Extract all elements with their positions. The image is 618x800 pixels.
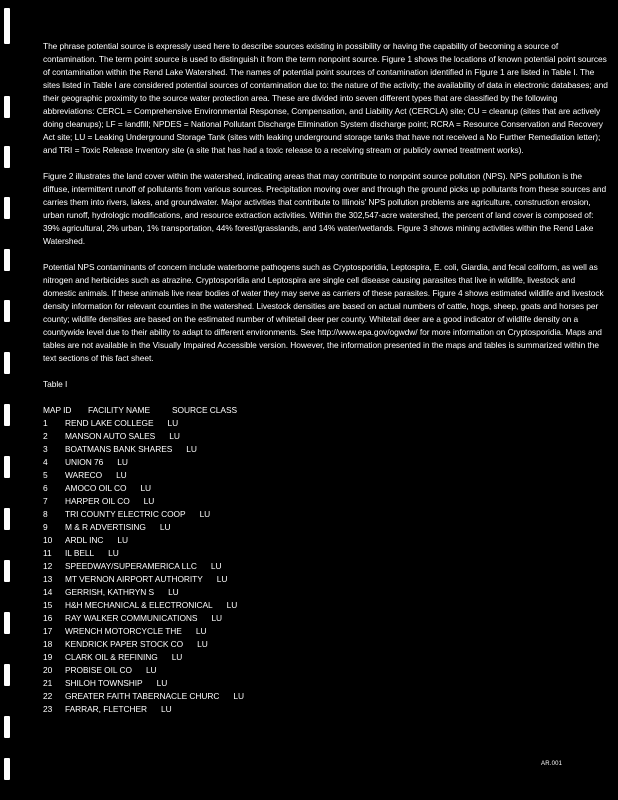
map-id-cell: 10: [43, 535, 53, 545]
punch-hole-mark: [4, 612, 10, 634]
table-row: [43, 703, 609, 716]
source-class-cell: LU: [226, 600, 238, 610]
punch-hole-mark: [4, 197, 10, 219]
source-class-cell: LU: [169, 431, 180, 441]
map-id-cell: 12: [43, 561, 53, 571]
punch-hole-mark: [4, 716, 10, 738]
source-class-cell: LU: [199, 509, 211, 519]
table-row: [43, 573, 609, 586]
map-id-cell: 9: [43, 522, 48, 532]
table-rows: [43, 417, 609, 716]
table-title: Table I: [43, 379, 68, 389]
facility-name-cell: MANSON AUTO SALES: [65, 431, 156, 441]
facility-name-cell: KENDRICK PAPER STOCK CO: [65, 639, 184, 649]
facility-name-cell: AMOCO OIL CO: [65, 483, 127, 493]
punch-hole-mark: [4, 404, 10, 426]
table-row: [43, 495, 609, 508]
source-class-cell: LU: [197, 639, 208, 649]
punch-hole-mark: [4, 96, 10, 118]
header-map-id: MAP ID: [43, 405, 72, 415]
table-row: [43, 469, 609, 482]
paragraph-land-cover: Figure 2 illustrates the land cover within the watershed, indicating areas that may contribute to nonpoint source pollution (NPS). NPS pollution is the diffuse, intermittent runoff of pollutants from various sources. Precipitation moving over and through the ground picks up pollutants from these sources and carries them into rivers, lakes, and groundwater. Major activities that contribute to Illinois' NPS pollution problems are agriculture, construction erosion, urban runoff, hydrologic modifications, and resource extraction activities. Within the 302,547-acre watershed, the percent of land cover is composed of: 39% agricultural, 2% urban, 1% transportation, 44% forest/grasslands, and 14% water/wetlands. Figure 3 shows mining activities within the Rend Lake Watershed.: [43, 171, 607, 246]
facility-name-cell: SPEEDWAY/SUPERAMERICA LLC: [65, 561, 197, 571]
source-class-cell: LU: [143, 496, 155, 506]
source-class-cell: LU: [168, 587, 179, 597]
table-row: [43, 586, 609, 599]
facility-table: [43, 404, 609, 716]
punch-hole-mark: [4, 249, 10, 271]
map-id-cell: 1: [43, 418, 48, 428]
facility-name-cell: IL BELL: [65, 548, 95, 558]
document-body: [43, 40, 609, 716]
map-id-cell: 23: [43, 704, 53, 714]
source-class-cell: LU: [210, 561, 222, 571]
source-class-cell: LU: [116, 470, 127, 480]
facility-name-cell: GREATER FAITH TABERNACLE CHURC: [65, 691, 220, 701]
facility-name-cell: GERRISH, KATHRYN S: [65, 587, 155, 597]
source-class-cell: LU: [117, 457, 128, 467]
map-id-cell: 4: [43, 457, 48, 467]
facility-name-cell: SHILOH TOWNSHIP: [65, 678, 143, 688]
map-id-cell: 21: [43, 678, 53, 688]
source-class-cell: LU: [186, 444, 197, 454]
table-row: [43, 690, 609, 703]
map-id-cell: 20: [43, 665, 53, 675]
facility-name-cell: WARECO: [65, 470, 103, 480]
facility-name-cell: REND LAKE COLLEGE: [65, 418, 154, 428]
table-row: [43, 599, 609, 612]
facility-name-cell: FARRAR, FLETCHER: [65, 704, 148, 714]
source-class-cell: LU: [140, 483, 152, 493]
facility-name-cell: MT VERNON AIRPORT AUTHORITY: [65, 574, 203, 584]
punch-hole-mark: [4, 508, 10, 530]
facility-name-cell: HARPER OIL CO: [65, 496, 130, 506]
table-row: [43, 560, 609, 573]
map-id-cell: 8: [43, 509, 48, 519]
facility-name-cell: ARDL INC: [65, 535, 104, 545]
map-id-cell: 19: [43, 652, 53, 662]
source-class-cell: LU: [195, 626, 207, 636]
paragraph-point-sources: The phrase potential source is expressly used here to describe sources existing in possibility or having the capability of becoming a source of contamination. The term point source is used to distinguish it from the term nonpoint source. Figure 1 shows the locations of known potential point sources of contamination within the Rend Lake Watershed. The names of potential point sources of contamination identified in Figure 1 are listed in Table I. The sites listed in Table I are considered potential sources of contamination due to: the nature of the activity; the availability of data in electronic databases; and their geographic proximity to the source water protection area. These are divided into seven different types that are classified by the following abbreviations: CERCL = Comprehensive Environmental Response, Compensation, and Liability Act (CERCLA) site; CU = cleanup (sites that are actively doing cleanups); LF = landfill; NPDES = National Pollutant Discharge Elimination System discharge point; RCRA = Resource Conservation and Recovery Act site; LU = Leaking Underground Storage Tank (sites with leaking underground storage tanks that have not received a No Further Remediation letter); and TRI = Toxic Release Inventory site (a site that has had a toxic release to a receiving stream or publicly owned treatment works).: [43, 41, 608, 155]
map-id-cell: 14: [43, 587, 53, 597]
source-class-cell: LU: [211, 613, 223, 623]
table-row: [43, 521, 609, 534]
header-source-class: SOURCE CLASS: [172, 405, 238, 415]
map-id-cell: 5: [43, 470, 48, 480]
facility-name-cell: TRI COUNTY ELECTRIC COOP: [65, 509, 186, 519]
table-row: [43, 612, 609, 625]
header-facility-name: FACILITY NAME: [88, 405, 151, 415]
punch-hole-mark: [4, 456, 10, 478]
punch-hole-mark: [4, 146, 10, 168]
punch-hole-mark: [4, 352, 10, 374]
source-class-cell: LU: [159, 522, 171, 532]
table-row: [43, 482, 609, 495]
facility-name-cell: M & R ADVERTISING: [65, 522, 146, 532]
source-class-cell: LU: [117, 535, 128, 545]
map-id-cell: 18: [43, 639, 53, 649]
map-id-cell: 6: [43, 483, 48, 493]
punch-hole-mark: [4, 560, 10, 582]
map-id-cell: 22: [43, 691, 53, 701]
facility-name-cell: WRENCH MOTORCYCLE THE: [65, 626, 182, 636]
facility-name-cell: CLARK OIL & REFINING: [65, 652, 158, 662]
punch-hole-mark: [4, 8, 10, 44]
source-class-cell: LU: [108, 548, 119, 558]
table-row: [43, 547, 609, 560]
map-id-cell: 11: [43, 548, 52, 558]
table-row: [43, 508, 609, 521]
map-id-cell: 13: [43, 574, 53, 584]
table-row: [43, 430, 609, 443]
source-class-cell: LU: [156, 678, 168, 688]
table-row: [43, 443, 609, 456]
source-class-cell: LU: [216, 574, 228, 584]
source-class-cell: LU: [145, 665, 157, 675]
table-row: [43, 625, 609, 638]
map-id-cell: 2: [43, 431, 48, 441]
facility-name-cell: BOATMANS BANK SHARES: [65, 444, 173, 454]
map-id-cell: 3: [43, 444, 48, 454]
source-class-cell: LU: [167, 418, 179, 428]
map-id-cell: 17: [43, 626, 53, 636]
source-class-cell: LU: [171, 652, 183, 662]
source-class-cell: LU: [233, 691, 244, 701]
page-code: AR.001: [541, 761, 563, 767]
table-row: [43, 677, 609, 690]
map-id-cell: 16: [43, 613, 53, 623]
table-row: [43, 651, 609, 664]
table-row: [43, 638, 609, 651]
facility-name-cell: RAY WALKER COMMUNICATIONS: [65, 613, 198, 623]
facility-name-cell: H&H MECHANICAL & ELECTRONICAL: [65, 600, 213, 610]
facility-name-cell: UNION 76: [65, 457, 104, 467]
punch-hole-mark: [4, 758, 10, 780]
table-row: [43, 664, 609, 677]
facility-name-cell: PROBISE OIL CO: [65, 665, 132, 675]
table-header-row: [43, 404, 609, 417]
table-row: [43, 456, 609, 469]
map-id-cell: 15: [43, 600, 53, 610]
source-class-cell: LU: [161, 704, 172, 714]
table-row: [43, 534, 609, 547]
map-id-cell: 7: [43, 496, 48, 506]
paragraph-nps-contaminants: Potential NPS contaminants of concern include waterborne pathogens such as Cryptosporidia, Leptospira, E. coli, Giardia, and fecal coliform, as well as nitrogen and herbicides such as atrazine. Cryptosporidia and Leptospira are single cell disease causing parasites that live in wildlife, livestock and domestic animals. If these animals live near bodies of water they may serve as carriers of these parasites. Figure 4 shows estimated wildlife and livestock density information for relevant counties in the watershed. Livestock densities are based on actual numbers of cattle, hogs, sheep, goats and horses per county; wildlife densities are based on the estimated number of whitetail deer per county. Whitetail deer are a good indicator of wildlife density on a countywide level due to their ability to adapt to different environments. See http://www.epa.gov/ogwdw/ for more information on Cryptosporidia. Maps and tables are not available in the Visually Impaired Accessible version. However, the information presented in the maps and tables is summarized within the text sections of this fact sheet.: [43, 262, 604, 363]
table-row: [43, 417, 609, 430]
punch-hole-mark: [4, 300, 10, 322]
punch-hole-mark: [4, 664, 10, 686]
